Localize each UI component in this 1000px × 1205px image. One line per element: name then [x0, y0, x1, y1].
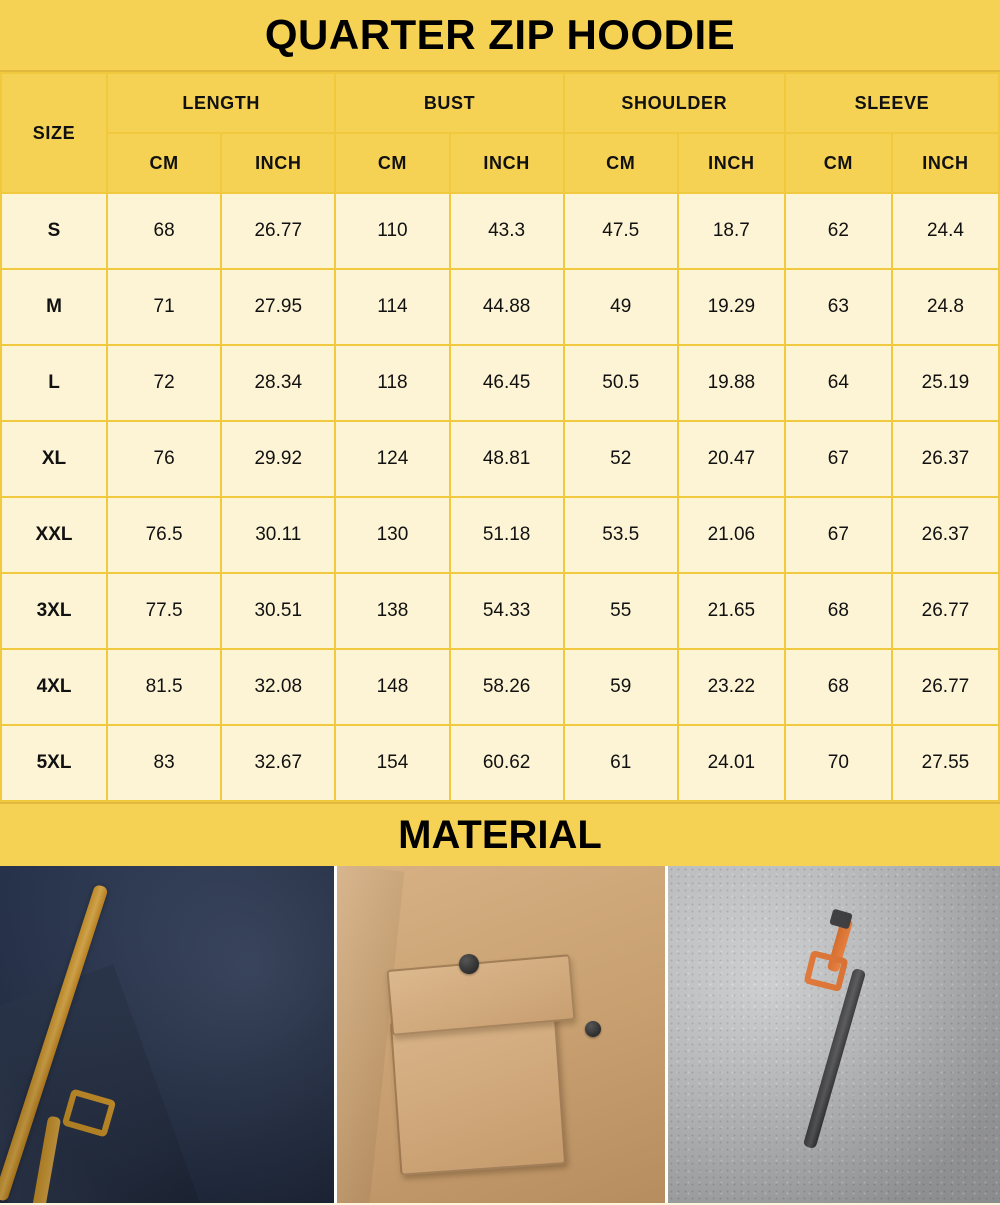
khaki-flap-pocket-photo [334, 866, 665, 1203]
cell-sleeve-inch: 24.4 [892, 193, 999, 269]
header-sleeve-inch: INCH [892, 133, 999, 193]
cell-shoulder-inch: 20.47 [678, 421, 785, 497]
cell-sleeve-inch: 26.37 [892, 421, 999, 497]
navy-shading [0, 866, 334, 1203]
cell-bust-inch: 51.18 [450, 497, 564, 573]
header-bust: BUST [335, 73, 563, 133]
cell-size: M [1, 269, 107, 345]
cell-sleeve-inch: 26.77 [892, 573, 999, 649]
cell-sleeve-cm: 62 [785, 193, 892, 269]
cell-size: 5XL [1, 725, 107, 801]
header-size: SIZE [1, 73, 107, 193]
cell-shoulder-cm: 61 [564, 725, 678, 801]
cell-length-inch: 27.95 [221, 269, 335, 345]
snap-button-icon [585, 1021, 601, 1037]
cell-sleeve-inch: 26.37 [892, 497, 999, 573]
cell-sleeve-inch: 24.8 [892, 269, 999, 345]
material-title-bar [0, 802, 1000, 866]
cell-bust-inch: 46.45 [450, 345, 564, 421]
header-shoulder: SHOULDER [564, 73, 785, 133]
cell-length-inch: 32.67 [221, 725, 335, 801]
cell-sleeve-cm: 67 [785, 497, 892, 573]
cell-bust-cm: 154 [335, 725, 449, 801]
cell-length-inch: 30.11 [221, 497, 335, 573]
header-shoulder-inch: INCH [678, 133, 785, 193]
cell-shoulder-inch: 24.01 [678, 725, 785, 801]
header-shoulder-cm: CM [564, 133, 678, 193]
cell-length-cm: 71 [107, 269, 221, 345]
header-length-inch: INCH [221, 133, 335, 193]
cell-length-cm: 83 [107, 725, 221, 801]
cell-shoulder-cm: 50.5 [564, 345, 678, 421]
cell-shoulder-inch: 19.29 [678, 269, 785, 345]
table-unit-header-row [1, 133, 999, 193]
cell-bust-inch: 54.33 [450, 573, 564, 649]
table-row [1, 573, 999, 649]
header-length-cm: CM [107, 133, 221, 193]
material-title: MATERIAL [398, 813, 602, 857]
table-row [1, 497, 999, 573]
table-row [1, 345, 999, 421]
cell-length-cm: 72 [107, 345, 221, 421]
header-bust-inch: INCH [450, 133, 564, 193]
cell-bust-cm: 124 [335, 421, 449, 497]
cell-size: XXL [1, 497, 107, 573]
cell-size: 3XL [1, 573, 107, 649]
cell-bust-inch: 48.81 [450, 421, 564, 497]
material-photo-strip [0, 866, 1000, 1203]
cell-bust-inch: 60.62 [450, 725, 564, 801]
cell-bust-inch: 43.3 [450, 193, 564, 269]
cell-bust-cm: 138 [335, 573, 449, 649]
cell-shoulder-cm: 55 [564, 573, 678, 649]
cell-bust-inch: 44.88 [450, 269, 564, 345]
table-row [1, 649, 999, 725]
snap-button-icon [459, 954, 479, 974]
cell-size: L [1, 345, 107, 421]
cell-sleeve-cm: 63 [785, 269, 892, 345]
cell-bust-cm: 118 [335, 345, 449, 421]
header-length: LENGTH [107, 73, 335, 133]
cell-length-inch: 32.08 [221, 649, 335, 725]
cell-size: S [1, 193, 107, 269]
cell-bust-cm: 130 [335, 497, 449, 573]
cell-shoulder-cm: 47.5 [564, 193, 678, 269]
cell-length-cm: 76 [107, 421, 221, 497]
cell-bust-inch: 58.26 [450, 649, 564, 725]
page-title-bar [0, 0, 1000, 72]
table-row [1, 725, 999, 801]
cell-length-cm: 68 [107, 193, 221, 269]
cell-sleeve-cm: 70 [785, 725, 892, 801]
cell-sleeve-cm: 64 [785, 345, 892, 421]
grey-shading [668, 866, 1000, 1203]
cell-length-inch: 30.51 [221, 573, 335, 649]
cell-length-inch: 28.34 [221, 345, 335, 421]
cell-sleeve-cm: 68 [785, 573, 892, 649]
table-row [1, 269, 999, 345]
cell-shoulder-cm: 49 [564, 269, 678, 345]
cell-bust-cm: 114 [335, 269, 449, 345]
cell-bust-cm: 148 [335, 649, 449, 725]
table-row [1, 193, 999, 269]
cell-bust-cm: 110 [335, 193, 449, 269]
cell-sleeve-inch: 26.77 [892, 649, 999, 725]
cell-sleeve-inch: 27.55 [892, 725, 999, 801]
cell-sleeve-cm: 67 [785, 421, 892, 497]
cell-sleeve-cm: 68 [785, 649, 892, 725]
cell-length-inch: 26.77 [221, 193, 335, 269]
navy-hoodie-zip-pocket-photo [0, 866, 334, 1203]
cell-length-cm: 81.5 [107, 649, 221, 725]
cell-shoulder-inch: 23.22 [678, 649, 785, 725]
page-title: QUARTER ZIP HOODIE [264, 11, 736, 58]
cell-shoulder-inch: 21.06 [678, 497, 785, 573]
cell-length-inch: 29.92 [221, 421, 335, 497]
header-sleeve: SLEEVE [785, 73, 999, 133]
cell-length-cm: 77.5 [107, 573, 221, 649]
header-sleeve-cm: CM [785, 133, 892, 193]
cell-shoulder-inch: 21.65 [678, 573, 785, 649]
cell-shoulder-inch: 18.7 [678, 193, 785, 269]
grey-fleece-zip-pocket-photo [665, 866, 1000, 1203]
cell-shoulder-inch: 19.88 [678, 345, 785, 421]
cell-shoulder-cm: 52 [564, 421, 678, 497]
cell-length-cm: 76.5 [107, 497, 221, 573]
khaki-pocket [390, 1010, 566, 1175]
cell-size: 4XL [1, 649, 107, 725]
cell-sleeve-inch: 25.19 [892, 345, 999, 421]
table-group-header-row [1, 73, 999, 133]
table-row [1, 421, 999, 497]
cell-shoulder-cm: 59 [564, 649, 678, 725]
size-chart-table [0, 72, 1000, 802]
cell-size: XL [1, 421, 107, 497]
cell-shoulder-cm: 53.5 [564, 497, 678, 573]
header-bust-cm: CM [335, 133, 449, 193]
